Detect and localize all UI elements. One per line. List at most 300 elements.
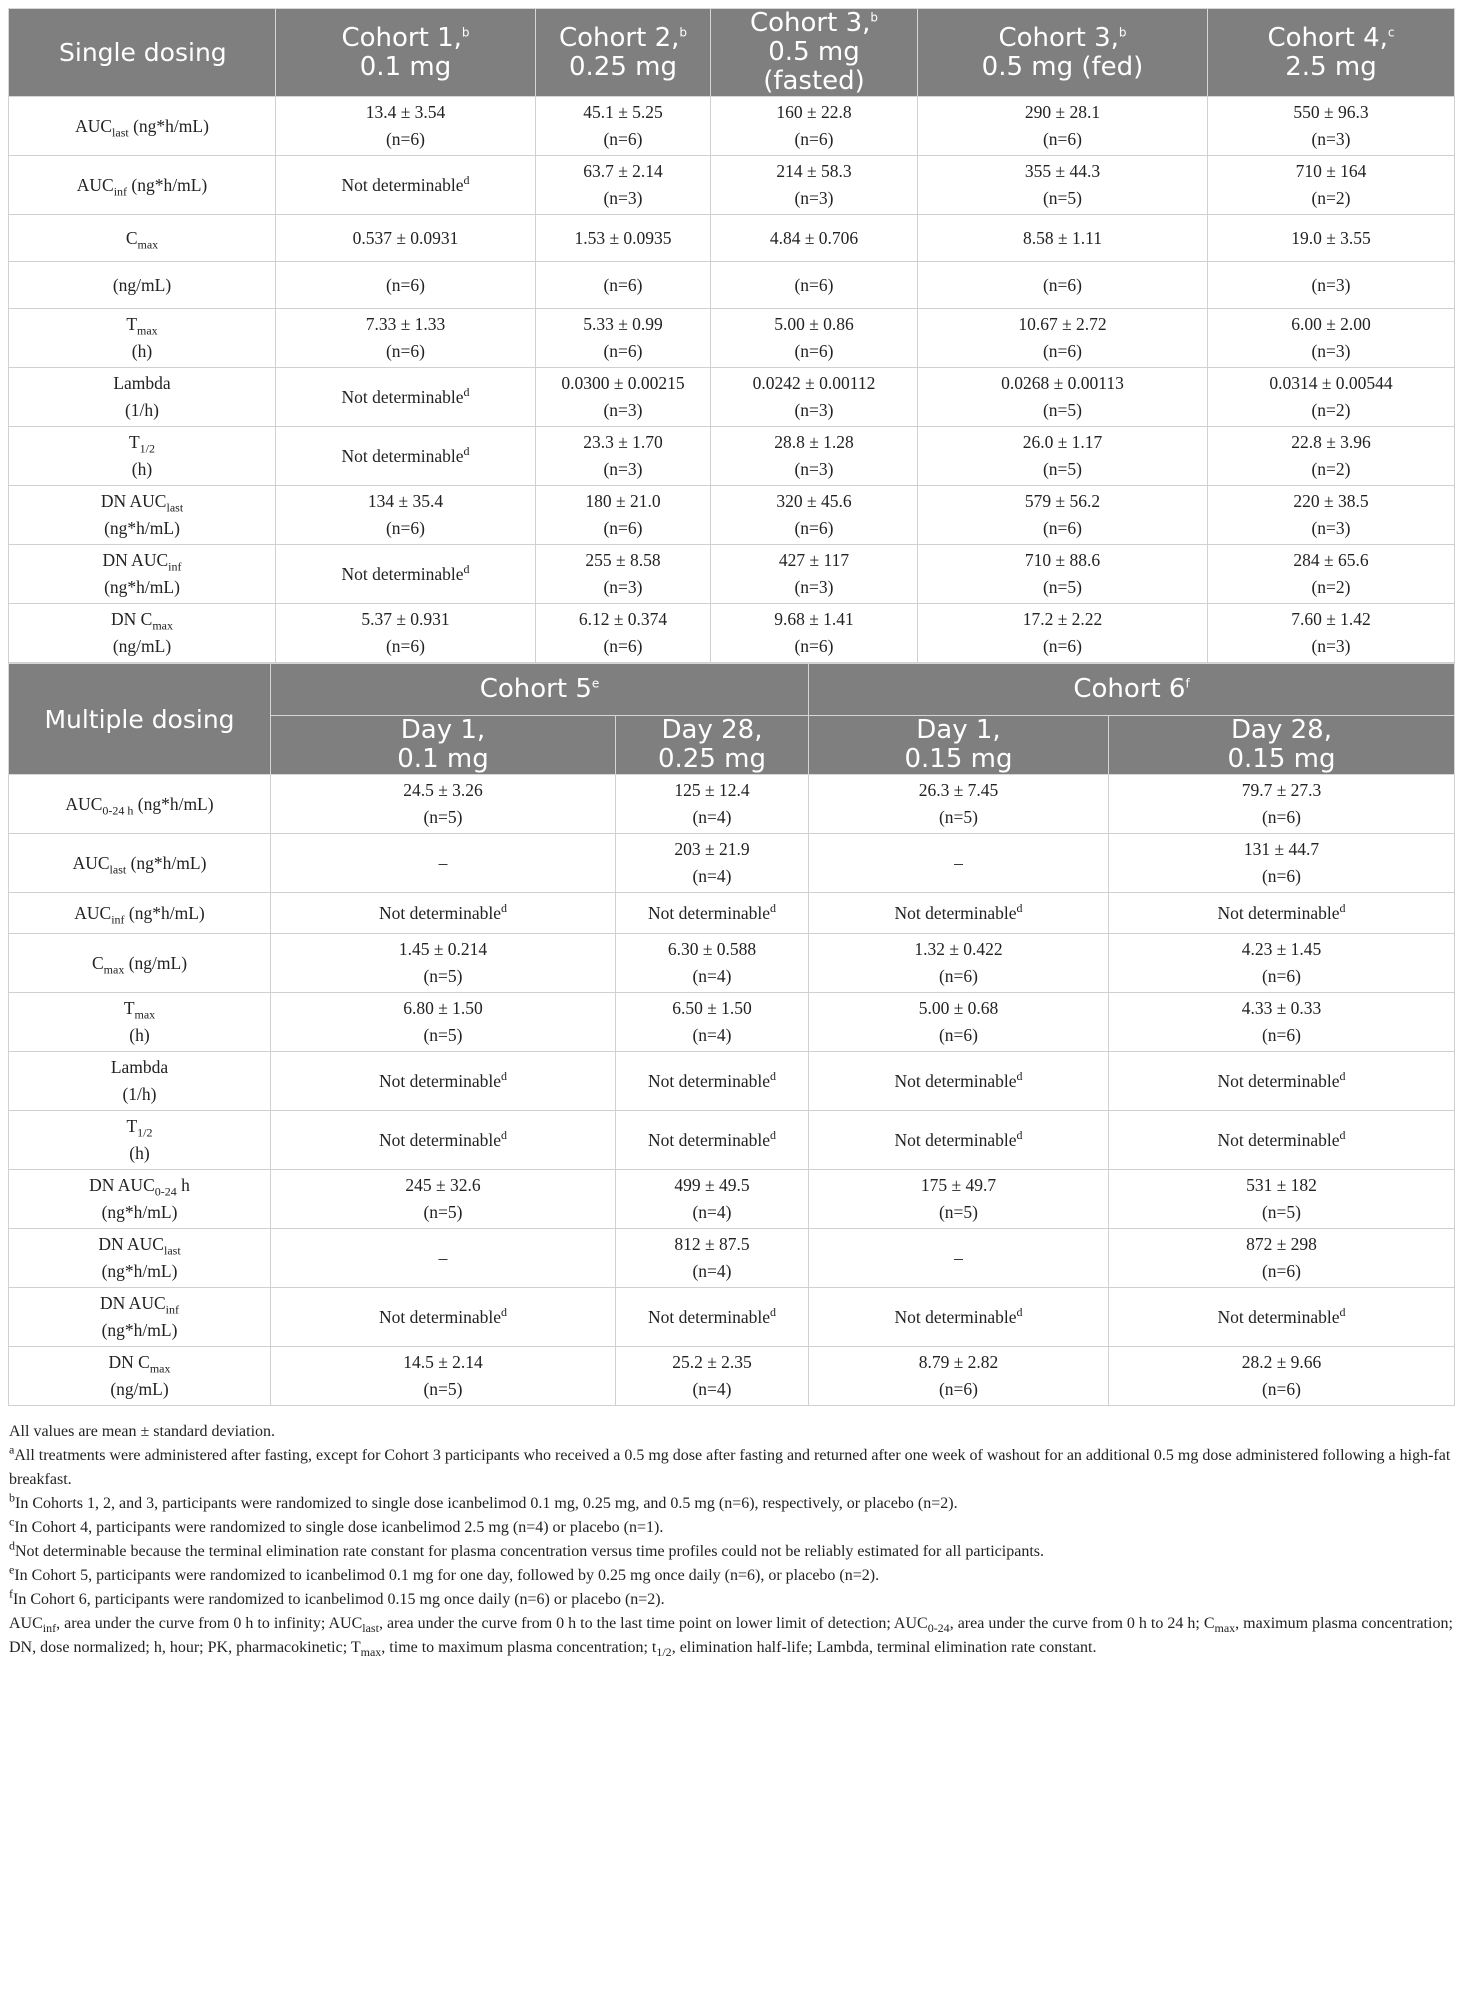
value-text: 6.00 ± 2.00 <box>1291 314 1371 334</box>
value-mean-sd <box>620 1349 804 1376</box>
value-text: 579 ± 56.2 <box>1024 491 1101 511</box>
sample-size: (n=2) <box>1311 459 1351 479</box>
parameter-base: Lambda <box>113 373 171 393</box>
value-cell <box>271 1170 616 1229</box>
sample-size: (n=5) <box>938 1202 979 1222</box>
table-row <box>9 486 1455 545</box>
value-cell <box>616 1347 809 1406</box>
cohort-label: Cohort 3, <box>998 22 1119 53</box>
subscript: max <box>360 1645 382 1660</box>
table-row <box>9 775 1455 834</box>
parameter-base: AUC <box>72 852 110 873</box>
table-row <box>9 1347 1455 1406</box>
value-mean-sd <box>275 1245 611 1272</box>
value-mean-sd <box>280 443 531 470</box>
value-cell <box>271 834 616 893</box>
value-mean-sd <box>620 1068 804 1095</box>
value-mean-sd <box>715 547 913 574</box>
sample-size: (n=3) <box>794 577 834 597</box>
value-cell <box>276 427 536 486</box>
sample-size: (n=6) <box>385 518 426 538</box>
parameter-name <box>13 850 266 877</box>
footnote-marker: d <box>500 1304 507 1319</box>
value-mean-sd <box>275 900 611 927</box>
value-mean-sd <box>922 311 1203 338</box>
parameter-name <box>13 311 271 338</box>
value-cell <box>809 893 1109 934</box>
value-cell <box>1208 309 1455 368</box>
footnote-a <box>9 1444 1454 1492</box>
parameter-base: T <box>123 998 135 1018</box>
value-text: 5.37 ± 0.931 <box>361 609 450 629</box>
sample-size: (n=6) <box>938 1379 979 1399</box>
value-cell <box>1208 215 1455 262</box>
value-text: 214 ± 58.3 <box>776 161 852 181</box>
value-cell <box>276 309 536 368</box>
value-cell <box>711 309 918 368</box>
parameter-name <box>13 791 266 818</box>
subscript: inf <box>168 559 182 574</box>
value-text: 320 ± 45.6 <box>776 491 852 511</box>
footnote-marker: e <box>591 676 600 691</box>
sample-size: (n=5) <box>423 1202 463 1222</box>
footnote-abbreviations <box>9 1612 1454 1660</box>
value-text: (n=6) <box>603 274 643 295</box>
value-mean-sd <box>275 1172 611 1199</box>
footnote-marker: d <box>769 1304 776 1319</box>
value-cell <box>1208 486 1455 545</box>
footnote-marker: d <box>769 1127 776 1142</box>
cohort-label: Cohort 4, <box>1267 22 1388 53</box>
value-cell <box>616 993 809 1052</box>
parameter-name <box>13 1172 266 1199</box>
subscript: max <box>137 237 159 251</box>
value-mean-sd <box>813 900 1104 927</box>
subscript: 0-24 <box>927 1621 950 1636</box>
footnote-c <box>9 1516 1454 1540</box>
sample-size: (n=5) <box>1042 459 1083 479</box>
parameter-label <box>9 1347 271 1406</box>
parameter-base: AUC <box>75 115 113 136</box>
value-cell <box>276 545 536 604</box>
value-mean-sd <box>280 488 531 515</box>
value-text: 25.2 ± 2.35 <box>672 1352 752 1372</box>
value-cell <box>616 893 809 934</box>
value-text: 812 ± 87.5 <box>674 1234 750 1254</box>
value-text: 79.7 ± 27.3 <box>1241 780 1322 800</box>
parameter-label <box>9 893 271 934</box>
parameter-label <box>9 1111 271 1170</box>
parameter-unit: (ng*h/mL) <box>124 902 205 923</box>
value-text: 5.33 ± 0.99 <box>583 314 663 334</box>
subscript: 1/2 <box>656 1645 672 1660</box>
parameter-unit-line: (h) <box>129 1143 150 1163</box>
value-cell <box>536 97 711 156</box>
value-mean-sd <box>715 158 913 185</box>
value-text: 180 ± 21.0 <box>585 491 661 511</box>
value-text: 710 ± 164 <box>1295 161 1367 181</box>
value-text: Not determinable <box>341 386 464 407</box>
value-text: 6.12 ± 0.374 <box>578 609 668 629</box>
cohort-group-label: Cohort 6 <box>1073 674 1186 704</box>
parameter-base: DN AUC <box>102 550 169 570</box>
footnote-marker: d <box>1339 1127 1346 1142</box>
value-mean-sd <box>280 384 531 411</box>
value-text: 24.5 ± 3.26 <box>403 780 483 800</box>
value-cell <box>918 604 1208 663</box>
value-cell <box>1208 604 1455 663</box>
value-mean-sd <box>813 1172 1104 1199</box>
parameter-name <box>13 1231 266 1258</box>
parameter-base: DN C <box>108 1352 150 1372</box>
value-mean-sd <box>540 370 706 397</box>
sample-size: (n=4) <box>692 866 732 886</box>
day-dose: 0.1 mg <box>397 744 489 774</box>
value-cell <box>616 1229 809 1288</box>
parameter-unit: (ng/mL) <box>124 952 188 973</box>
sample-size: (n=5) <box>1261 1202 1302 1222</box>
value-mean-sd <box>1212 225 1450 252</box>
cohort-column-header <box>276 9 536 97</box>
table-row <box>9 834 1455 893</box>
value-text: 160 ± 22.8 <box>776 102 852 122</box>
value-cell <box>809 1170 1109 1229</box>
multiple-dosing-table <box>8 663 1455 1406</box>
footnote-f <box>9 1588 1454 1612</box>
value-mean-sd <box>280 172 531 199</box>
abbreviation-text: , maximum plasma concentration; DN, dose normalized; h, hour; PK, pharmacokinetic; T <box>9 1615 1453 1656</box>
value-mean-sd <box>540 225 706 252</box>
cohort-column-header <box>1208 9 1455 97</box>
sample-size: (n=6) <box>385 636 426 656</box>
value-cell <box>1109 1288 1455 1347</box>
sample-size: (n=3) <box>794 459 834 479</box>
parameter-unit: (ng*h/mL) <box>133 793 214 814</box>
value-text: 499 ± 49.5 <box>674 1175 750 1195</box>
parameter-unit-line: (1/h) <box>122 1084 157 1104</box>
value-text: 255 ± 8.58 <box>585 550 661 570</box>
value-mean-sd <box>620 900 804 927</box>
sample-size: (n=5) <box>423 1025 463 1045</box>
parameter-label <box>9 427 276 486</box>
value-cell <box>1208 427 1455 486</box>
parameter-base: C <box>125 227 138 248</box>
sample-size: (n=5) <box>423 807 463 827</box>
parameter-base: DN AUC <box>100 1293 166 1313</box>
value-text: 4.23 ± 1.45 <box>1241 939 1322 959</box>
cohort-dose: 0.5 mg (fed) <box>981 51 1144 82</box>
parameter-unit-line: (ng*h/mL) <box>101 1261 178 1281</box>
value-text: 22.8 ± 3.96 <box>1291 432 1371 452</box>
value-mean-sd <box>922 429 1203 456</box>
sample-size: (n=6) <box>385 341 426 361</box>
value-cell <box>536 545 711 604</box>
value-mean-sd <box>813 1245 1104 1272</box>
day-dose: 0.15 mg <box>904 744 1013 774</box>
value-mean-sd <box>715 225 913 252</box>
value-cell <box>1208 156 1455 215</box>
sample-size: (n=6) <box>603 518 643 538</box>
abbreviation-text: , area under the curve from 0 h to 24 h; C <box>949 1615 1215 1632</box>
subscript: max <box>149 1361 171 1376</box>
value-text: 0.0300 ± 0.00215 <box>561 373 685 393</box>
parameter-label <box>9 1229 271 1288</box>
value-text: 245 ± 32.6 <box>405 1175 481 1195</box>
parameter-base: AUC <box>65 793 103 814</box>
cohort-dose: 0.5 mg (fasted) <box>763 37 865 96</box>
parameter-label <box>9 993 271 1052</box>
value-cell <box>536 262 711 309</box>
value-mean-sd <box>540 488 706 515</box>
parameter-base: DN C <box>111 609 153 629</box>
parameter-name <box>13 547 271 574</box>
value-text: Not determinable <box>1217 1129 1340 1150</box>
sample-size: (n=6) <box>1261 966 1302 986</box>
parameter-base: (ng/mL) <box>112 274 172 295</box>
value-cell <box>536 309 711 368</box>
cohort-dose: 2.5 mg <box>1285 51 1377 82</box>
parameter-base: Lambda <box>110 1057 169 1077</box>
value-mean-sd <box>1212 370 1450 397</box>
parameter-name <box>13 370 271 397</box>
value-text: (n=6) <box>385 274 426 295</box>
parameter-name <box>13 900 266 927</box>
value-text: Not determinable <box>341 174 464 195</box>
footnote-marker: d <box>1016 1304 1023 1319</box>
footnote-marker: f <box>1185 676 1190 691</box>
value-mean-sd <box>1212 606 1450 633</box>
table-row <box>9 545 1455 604</box>
value-mean-sd <box>280 311 531 338</box>
value-mean-sd <box>275 1127 611 1154</box>
value-text: 134 ± 35.4 <box>367 491 444 511</box>
value-text: 28.8 ± 1.28 <box>774 432 854 452</box>
value-cell <box>918 262 1208 309</box>
value-mean-sd <box>1113 1172 1450 1199</box>
value-text: 14.5 ± 2.14 <box>403 1352 483 1372</box>
value-text: Not determinable <box>379 1129 501 1150</box>
value-text: 26.0 ± 1.17 <box>1022 432 1103 452</box>
parameter-base: DN AUC <box>100 491 167 511</box>
value-cell <box>1109 1229 1455 1288</box>
parameter-unit-line: (ng*h/mL) <box>104 518 180 538</box>
value-cell <box>616 834 809 893</box>
footnote-marker: d <box>463 561 470 576</box>
table-row <box>9 1288 1455 1347</box>
subscript: inf <box>113 184 128 198</box>
value-cell <box>1208 97 1455 156</box>
value-mean-sd <box>620 1127 804 1154</box>
parameter-label <box>9 156 276 215</box>
value-text: Not determinable <box>648 1129 770 1150</box>
footnote-marker: e <box>9 1562 15 1577</box>
footnote-marker: b <box>870 10 879 25</box>
value-cell <box>271 893 616 934</box>
value-mean-sd <box>620 836 804 863</box>
value-mean-sd <box>922 225 1203 252</box>
parameter-name <box>13 1349 266 1376</box>
value-cell <box>1109 775 1455 834</box>
value-text: Not determinable <box>379 1306 501 1327</box>
value-text: 6.80 ± 1.50 <box>403 998 483 1018</box>
value-mean-sd <box>813 995 1104 1022</box>
footnote-marker: b <box>9 1490 15 1505</box>
footnote-marker: f <box>9 1586 13 1601</box>
cohort-column-header <box>711 9 918 97</box>
sample-size: (n=6) <box>1042 518 1083 538</box>
footnote-text: In Cohort 6, participants were randomized to icanbelimod 0.15 mg once daily (n=6) or placebo (n=2). <box>13 1591 665 1608</box>
parameter-unit-line: (ng*h/mL) <box>104 577 180 597</box>
sample-size: (n=6) <box>603 341 643 361</box>
pk-table-container <box>8 8 1454 1660</box>
value-text: 6.30 ± 0.588 <box>667 939 757 959</box>
value-text: – <box>438 852 448 873</box>
cohort-name <box>1212 24 1450 53</box>
table-row <box>9 156 1455 215</box>
footnote-b <box>9 1492 1454 1516</box>
value-mean-sd <box>280 272 531 299</box>
sample-size: (n=3) <box>603 459 643 479</box>
value-cell <box>809 775 1109 834</box>
value-cell <box>1109 893 1455 934</box>
value-text: 5.00 ± 0.86 <box>774 314 854 334</box>
value-text: 872 ± 298 <box>1246 1234 1317 1254</box>
value-mean-sd <box>813 1304 1104 1331</box>
parameter-unit: h <box>176 1175 190 1195</box>
value-cell <box>536 486 711 545</box>
footnote-marker: d <box>1016 1068 1023 1083</box>
value-mean-sd <box>275 1304 611 1331</box>
value-mean-sd <box>922 272 1203 299</box>
footnote-text: In Cohort 5, participants were randomized to icanbelimod 0.1 mg for one day, followed by 0.25 mg once daily (n=6), or placebo (n=2). <box>14 1567 880 1584</box>
sample-size: (n=6) <box>794 518 834 538</box>
cohort-group-header <box>271 664 809 716</box>
value-mean-sd <box>922 99 1203 126</box>
value-mean-sd <box>715 99 913 126</box>
value-mean-sd <box>813 1068 1104 1095</box>
value-mean-sd <box>280 561 531 588</box>
cohort-column-header <box>918 9 1208 97</box>
sample-size: (n=6) <box>1042 636 1083 656</box>
parameter-base: AUC <box>74 902 112 923</box>
parameter-base: T <box>128 432 140 452</box>
sample-size: (n=3) <box>1311 129 1351 149</box>
value-text: 10.67 ± 2.72 <box>1018 314 1107 334</box>
parameter-name <box>13 1290 266 1317</box>
value-text: 28.2 ± 9.66 <box>1241 1352 1322 1372</box>
value-mean-sd <box>1113 900 1450 927</box>
value-text: Not determinable <box>648 902 770 923</box>
sample-size: (n=6) <box>603 636 643 656</box>
single-dosing-table <box>8 8 1455 663</box>
value-mean-sd <box>540 606 706 633</box>
value-cell <box>918 309 1208 368</box>
value-mean-sd <box>1113 777 1450 804</box>
value-text: Not determinable <box>894 1129 1017 1150</box>
parameter-unit-line: (1/h) <box>124 400 160 420</box>
value-text: 710 ± 88.6 <box>1024 550 1101 570</box>
value-text: Not determinable <box>379 1070 501 1091</box>
sample-size: (n=6) <box>794 636 834 656</box>
value-text: 0.537 ± 0.0931 <box>352 227 459 248</box>
sample-size: (n=6) <box>1261 1379 1302 1399</box>
parameter-unit-line: (h) <box>131 341 153 361</box>
value-text: 1.32 ± 0.422 <box>914 939 1003 959</box>
value-text: 131 ± 44.7 <box>1243 839 1320 859</box>
value-mean-sd <box>813 936 1104 963</box>
value-text: 8.79 ± 2.82 <box>918 1352 999 1372</box>
sample-size: (n=6) <box>794 129 834 149</box>
footnote-marker: d <box>1339 900 1346 915</box>
subscript: max <box>152 618 173 633</box>
cohort-group-header <box>809 664 1455 716</box>
parameter-label <box>9 545 276 604</box>
subscript: inf <box>42 1621 57 1636</box>
subscript: max <box>103 962 125 976</box>
value-cell <box>271 1288 616 1347</box>
value-cell <box>1208 545 1455 604</box>
value-text: 26.3 ± 7.45 <box>918 780 999 800</box>
multiple-dosing-header: Multiple dosing <box>9 664 271 775</box>
value-mean-sd <box>715 272 913 299</box>
footnote-text: Not determinable because the terminal elimination rate constant for plasma concentration versus time profiles could not be reliably estimated for all participants. <box>15 1543 1044 1560</box>
value-text: 9.68 ± 1.41 <box>774 609 854 629</box>
value-mean-sd <box>280 99 531 126</box>
sample-size: (n=6) <box>938 1025 979 1045</box>
value-cell <box>711 156 918 215</box>
value-mean-sd <box>275 850 611 877</box>
sample-size: (n=3) <box>1311 636 1351 656</box>
value-cell <box>271 934 616 993</box>
value-mean-sd <box>620 777 804 804</box>
value-mean-sd <box>275 777 611 804</box>
cohort-dose: 0.1 mg <box>359 51 452 82</box>
value-cell <box>276 368 536 427</box>
value-cell <box>276 97 536 156</box>
subscript: last <box>362 1621 379 1636</box>
table-row <box>9 368 1455 427</box>
value-text: 550 ± 96.3 <box>1293 102 1369 122</box>
sample-size: (n=3) <box>603 188 643 208</box>
value-cell <box>276 486 536 545</box>
value-text: (n=6) <box>1042 274 1083 295</box>
abbreviation-text: , elimination half-life; Lambda, terminal elimination rate constant. <box>671 1639 1097 1656</box>
subscript: max <box>1214 1621 1236 1636</box>
value-cell <box>1109 1052 1455 1111</box>
value-mean-sd <box>813 777 1104 804</box>
sample-size: (n=6) <box>1261 1261 1302 1281</box>
value-cell <box>918 97 1208 156</box>
cohort-group-label: Cohort 5 <box>479 674 592 704</box>
day-label: Day 1, <box>916 715 1001 745</box>
table-row <box>9 1229 1455 1288</box>
sample-size: (n=2) <box>1311 577 1351 597</box>
parameter-label <box>9 215 276 262</box>
value-cell <box>271 1229 616 1288</box>
footnote-marker: d <box>1339 1068 1346 1083</box>
parameter-label <box>9 1052 271 1111</box>
table-row <box>9 934 1455 993</box>
parameter-label <box>9 368 276 427</box>
value-mean-sd <box>1212 547 1450 574</box>
value-text: 7.33 ± 1.33 <box>365 314 446 334</box>
subscript: last <box>112 125 129 139</box>
value-mean-sd <box>1113 995 1450 1022</box>
value-cell <box>1109 934 1455 993</box>
footnote-marker: d <box>1016 900 1023 915</box>
value-mean-sd <box>275 936 611 963</box>
value-cell <box>1109 1111 1455 1170</box>
